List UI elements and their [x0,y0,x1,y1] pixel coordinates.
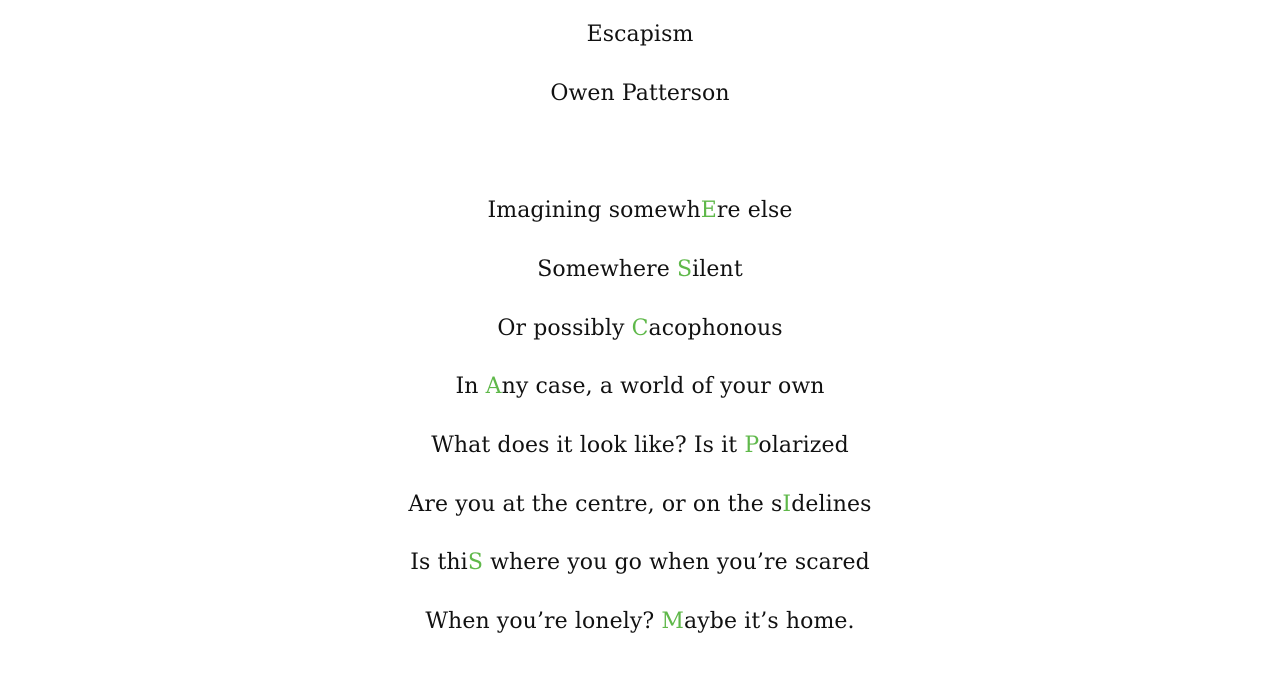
poem-line-text: Are you at the centre, or on the s [408,492,783,517]
poem-author: Owen Patterson [550,81,730,106]
acrostic-letter: S [676,257,693,282]
acrostic-letter: M [661,609,685,634]
poem-line-8 [0,607,1280,637]
poem-line-5 [0,431,1280,461]
poem-line-7 [0,548,1280,578]
poem-line-text: ny case, a world of your own [501,374,825,399]
acrostic-letter: S [467,550,483,575]
poem-line-text: where you go when you’re scared [483,550,870,575]
poem-line-text: aybe it’s home. [684,609,855,634]
poem-line-text: acophonous [648,316,783,341]
poem-line-4 [0,372,1280,402]
poem-line-text: re else [716,198,793,223]
acrostic-letter: A [485,374,502,399]
poem-line-text: Is thi [410,550,468,575]
poem-line-text: What does it look like? Is it [431,433,745,458]
poem-line-text: Imagining somewh [487,198,701,223]
poem-line-text: delines [791,492,872,517]
poem-line-text: When you’re lonely? [425,609,662,634]
acrostic-letter: P [744,433,759,458]
acrostic-letter: I [782,492,792,517]
acrostic-letter: C [631,316,649,341]
poem-line-3 [0,314,1280,344]
poem-line-2 [0,255,1280,285]
poem-line-text: Somewhere [537,257,677,282]
poem-line-text: In [455,374,486,399]
acrostic-letter: E [700,198,717,223]
poem-line-6 [0,490,1280,520]
poem-title: Escapism [586,22,694,47]
poem-line-text: ilent [692,257,743,282]
poem-line-text: Or possibly [497,316,632,341]
poem-line-text: olarized [758,433,849,458]
poem-line-1 [0,196,1280,226]
